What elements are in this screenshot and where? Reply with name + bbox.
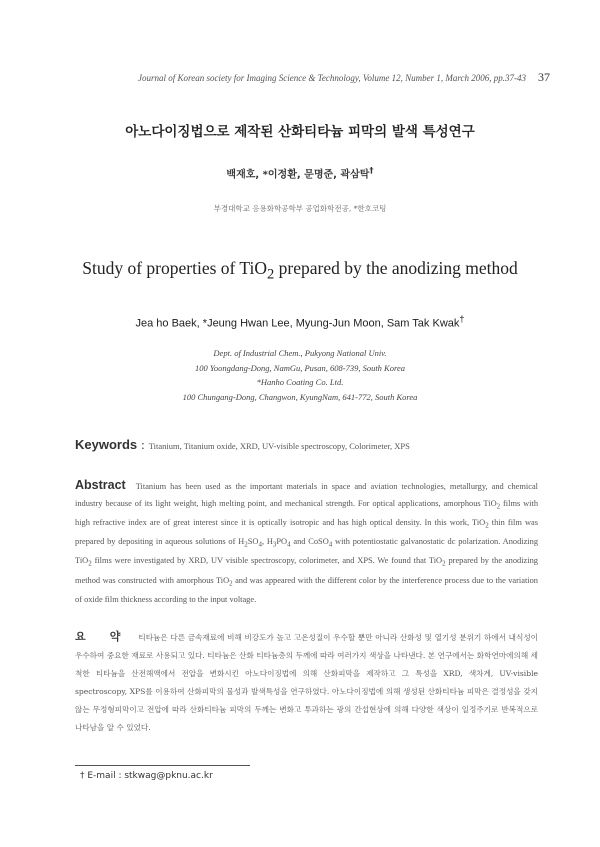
korean-authors xyxy=(0,165,600,180)
korean-affiliation: 부경대학교 응용화학공학부 공업화학전공, *한호코팅 xyxy=(213,204,387,213)
page-number: 37 xyxy=(538,70,550,84)
abstract-label: Abstract xyxy=(75,478,126,492)
keywords-label: Keywords xyxy=(75,437,138,452)
affiliation-line: 100 Yoongdang-Dong, NamGu, Pusan, 608-739, South Korea xyxy=(195,362,405,373)
korean-abstract-label: 요 약 xyxy=(75,630,131,643)
footnote-divider xyxy=(75,765,250,766)
korean-author-names: 백재호, *이정환, 문명준, 곽삼탁 xyxy=(226,169,370,181)
journal-reference: Journal of Korean society for Imaging Science & Technology, Volume 12, Number 1, March 2006, pp.37-43 xyxy=(138,72,526,83)
korean-abstract-section xyxy=(75,628,538,737)
affiliation-line: *Hanho Coating Co. Ltd. xyxy=(256,377,344,387)
affiliation-line: Dept. of Industrial Chem., Pukyong National Univ. xyxy=(213,348,387,358)
keywords-colon: : xyxy=(141,437,145,452)
corresponding-author-mark: † xyxy=(369,165,374,175)
corresponding-author-mark: † xyxy=(459,314,465,324)
keywords-text: Titanium, Titanium oxide, XRD, UV-visible spectroscopy, Colorimeter, XPS xyxy=(148,441,410,451)
abstract-section: Abstract Titanium has been used as the important materials in space and aviation technologies, metallurgy, and chemical industry because of its light weight, high melting point, and mechanical strength. For optical applications, amorphous TiO$_2$ films with high refractive index are of great interest since it is optically isotropic and has high optical density. In this work, TiO$_2$ thin film was prepared by depositing in aqueous solutions of $H_2SO_4$, $H_3PO_4$ and CoSO$_4$ with potentiostatic galvanostatic dc polarization. Anodizing TiO$_2$ films were investigated by XRD, UV visible spectroscopy, colorimeter, and XPS. We found that TiO$_2$ prepared by the anodizing method was constructed with amorphous TiO$_2$ and was appeared with the different color by the interference process due to the variation of oxide film thickness according to the input voltage. xyxy=(75,478,539,604)
affiliation-line: 100 Chungang-Dong, Changwon, KyungNam, 641-772, South Korea xyxy=(182,391,418,402)
korean-abstract-text: 티타늄은 다른 금속재료에 비해 비강도가 높고 고온성질이 우수할 뿐만 아니라 산화성 및 열기성 분위기 하에서 내식성이 우수하여 중요한 재료로 사용되고 있다. 티타늄은 산화 티타늄층의 두께에 따라 여러가지 색상을 나타낸다. 본 연구에서는 화학연마에의해 세척한 티타늄을 산전해액에서 전압을 변화시킨 아노다이징법에 의해 산화피막을 제작하고 그 특성을 XRD, 색차계, UV-visible spectroscopy, XPS를 이용하여 산화피막의 물성과 발색특성을 연구하였다. 아노다이징법에 의해 생성된 산화티타늄 피막은 결정성을 갖지 않는 무정형피막이고 전압에 따라 산화티타늄 피막의 두께는 변화고 투과하는 광의 간섭현상에 의해 다양한 색상이 일정주기로 반복적으로 나타남을 알 수 있었다. xyxy=(75,633,538,732)
english-title: Study of properties of TiO$_2$ prepared by the anodizing method xyxy=(82,258,518,283)
corresponding-email-footnote: † E-mail : stkwag@pknu.ac.kr xyxy=(80,771,213,781)
running-head xyxy=(80,70,550,85)
english-authors xyxy=(0,314,600,330)
korean-title: 아노다이징법으로 제작된 산화티타늄 피막의 발색 특성연구 xyxy=(125,124,475,140)
english-author-names: Jea ho Baek, *Jeung Hwan Lee, Myung-Jun Moon, Sam Tak Kwak xyxy=(135,317,460,330)
keywords-section xyxy=(75,437,545,453)
english-affiliation xyxy=(0,346,600,404)
